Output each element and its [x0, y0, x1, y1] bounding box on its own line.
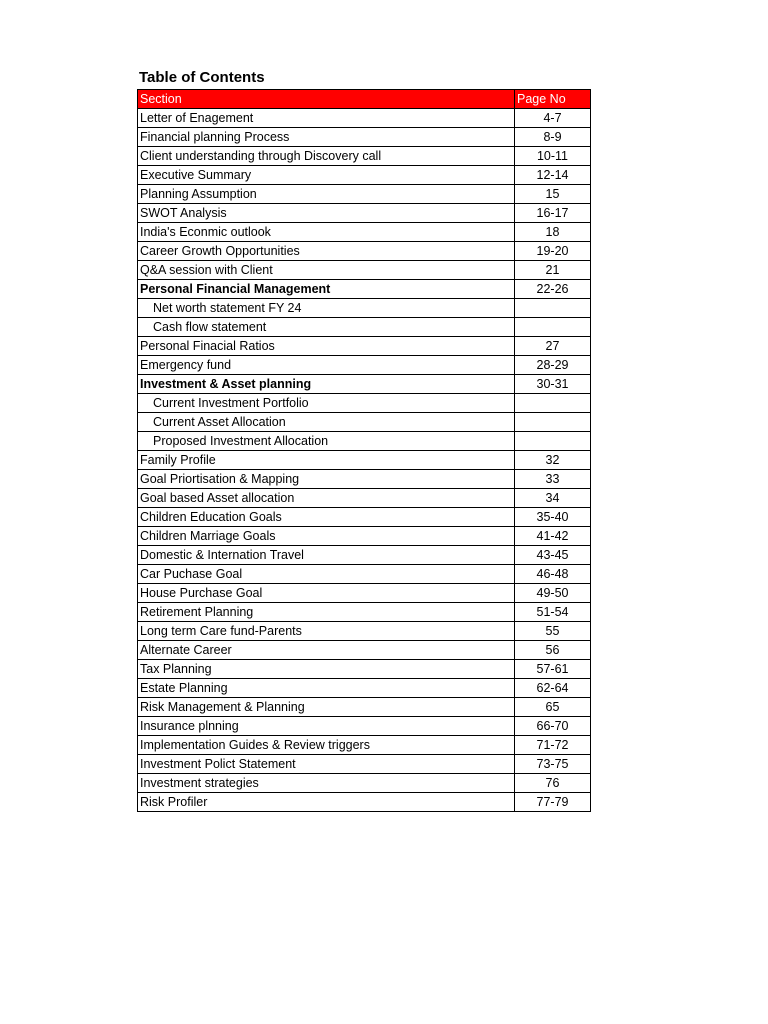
page-number-cell: 12-14	[515, 166, 591, 185]
section-cell: Children Marriage Goals	[138, 527, 515, 546]
table-row	[138, 109, 591, 128]
table-row	[138, 356, 591, 375]
page-number-cell: 56	[515, 641, 591, 660]
table-row	[138, 774, 591, 793]
page-number-cell: 76	[515, 774, 591, 793]
table-row	[138, 185, 591, 204]
section-cell: Investment Polict Statement	[138, 755, 515, 774]
section-cell: Q&A session with Client	[138, 261, 515, 280]
page-number-cell: 30-31	[515, 375, 591, 394]
section-cell: Insurance plnning	[138, 717, 515, 736]
table-row	[138, 717, 591, 736]
table-row	[138, 128, 591, 147]
table-row	[138, 698, 591, 717]
section-cell: Current Asset Allocation	[138, 413, 515, 432]
page-number-cell	[515, 299, 591, 318]
table-row	[138, 546, 591, 565]
section-cell: SWOT Analysis	[138, 204, 515, 223]
section-cell: Retirement Planning	[138, 603, 515, 622]
page-number-cell: 34	[515, 489, 591, 508]
table-row	[138, 470, 591, 489]
section-cell: Personal Finacial Ratios	[138, 337, 515, 356]
section-cell: Alternate Career	[138, 641, 515, 660]
section-cell: India's Econmic outlook	[138, 223, 515, 242]
table-row	[138, 299, 591, 318]
section-cell: Car Puchase Goal	[138, 565, 515, 584]
table-row	[138, 318, 591, 337]
page-number-cell	[515, 318, 591, 337]
toc-body	[138, 109, 591, 812]
table-row	[138, 451, 591, 470]
table-row	[138, 603, 591, 622]
table-row	[138, 565, 591, 584]
page-number-cell: 27	[515, 337, 591, 356]
table-row	[138, 280, 591, 299]
section-cell: Planning Assumption	[138, 185, 515, 204]
section-cell: Emergency fund	[138, 356, 515, 375]
table-row	[138, 147, 591, 166]
section-cell: Executive Summary	[138, 166, 515, 185]
table-row	[138, 204, 591, 223]
page-number-cell: 65	[515, 698, 591, 717]
page-number-cell: 19-20	[515, 242, 591, 261]
table-row	[138, 736, 591, 755]
page-column-header: Page No	[515, 90, 591, 109]
section-cell: Client understanding through Discovery call	[138, 147, 515, 166]
section-cell: Domestic & Internation Travel	[138, 546, 515, 565]
section-cell: Career Growth Opportunities	[138, 242, 515, 261]
page-number-cell: 16-17	[515, 204, 591, 223]
section-cell: Current Investment Portfolio	[138, 394, 515, 413]
page-number-cell: 4-7	[515, 109, 591, 128]
page-number-cell: 21	[515, 261, 591, 280]
section-cell: Investment & Asset planning	[138, 375, 515, 394]
page-number-cell: 22-26	[515, 280, 591, 299]
table-row	[138, 641, 591, 660]
page-number-cell: 49-50	[515, 584, 591, 603]
table-row	[138, 508, 591, 527]
page-number-cell: 41-42	[515, 527, 591, 546]
section-cell: Estate Planning	[138, 679, 515, 698]
table-row	[138, 679, 591, 698]
table-row	[138, 375, 591, 394]
section-cell: Letter of Enagement	[138, 109, 515, 128]
table-row	[138, 489, 591, 508]
table-row	[138, 622, 591, 641]
section-cell: Financial planning Process	[138, 128, 515, 147]
section-cell: Long term Care fund-Parents	[138, 622, 515, 641]
table-row	[138, 166, 591, 185]
table-row	[138, 755, 591, 774]
section-cell: Goal based Asset allocation	[138, 489, 515, 508]
page-number-cell: 73-75	[515, 755, 591, 774]
page-number-cell: 62-64	[515, 679, 591, 698]
section-cell: Proposed Investment Allocation	[138, 432, 515, 451]
page-number-cell: 8-9	[515, 128, 591, 147]
toc-table	[137, 89, 591, 812]
section-cell: Goal Priortisation & Mapping	[138, 470, 515, 489]
page-number-cell: 51-54	[515, 603, 591, 622]
page-number-cell: 71-72	[515, 736, 591, 755]
table-row	[138, 584, 591, 603]
table-row	[138, 261, 591, 280]
table-row	[138, 223, 591, 242]
page-number-cell: 66-70	[515, 717, 591, 736]
section-cell: Net worth statement FY 24	[138, 299, 515, 318]
page-number-cell: 32	[515, 451, 591, 470]
table-row	[138, 337, 591, 356]
page-number-cell	[515, 394, 591, 413]
table-row	[138, 242, 591, 261]
section-cell: Investment strategies	[138, 774, 515, 793]
page-number-cell: 77-79	[515, 793, 591, 812]
table-row	[138, 413, 591, 432]
page-number-cell: 33	[515, 470, 591, 489]
page-number-cell	[515, 413, 591, 432]
page-number-cell: 35-40	[515, 508, 591, 527]
section-cell: Children Education Goals	[138, 508, 515, 527]
table-row	[138, 432, 591, 451]
page-number-cell: 46-48	[515, 565, 591, 584]
page-number-cell: 18	[515, 223, 591, 242]
page-number-cell: 15	[515, 185, 591, 204]
section-cell: Implementation Guides & Review triggers	[138, 736, 515, 755]
page-number-cell: 55	[515, 622, 591, 641]
toc-header-row	[138, 90, 591, 109]
page-number-cell: 57-61	[515, 660, 591, 679]
section-cell: Risk Profiler	[138, 793, 515, 812]
section-column-header: Section	[138, 90, 515, 109]
table-row	[138, 527, 591, 546]
section-cell: Cash flow statement	[138, 318, 515, 337]
table-row	[138, 394, 591, 413]
section-cell: Family Profile	[138, 451, 515, 470]
section-cell: Risk Management & Planning	[138, 698, 515, 717]
section-cell: Personal Financial Management	[138, 280, 515, 299]
page-number-cell: 28-29	[515, 356, 591, 375]
table-row	[138, 660, 591, 679]
page-title: Table of Contents	[139, 69, 265, 86]
table-row	[138, 793, 591, 812]
section-cell: Tax Planning	[138, 660, 515, 679]
section-cell: House Purchase Goal	[138, 584, 515, 603]
page-number-cell	[515, 432, 591, 451]
page-number-cell: 10-11	[515, 147, 591, 166]
page-number-cell: 43-45	[515, 546, 591, 565]
